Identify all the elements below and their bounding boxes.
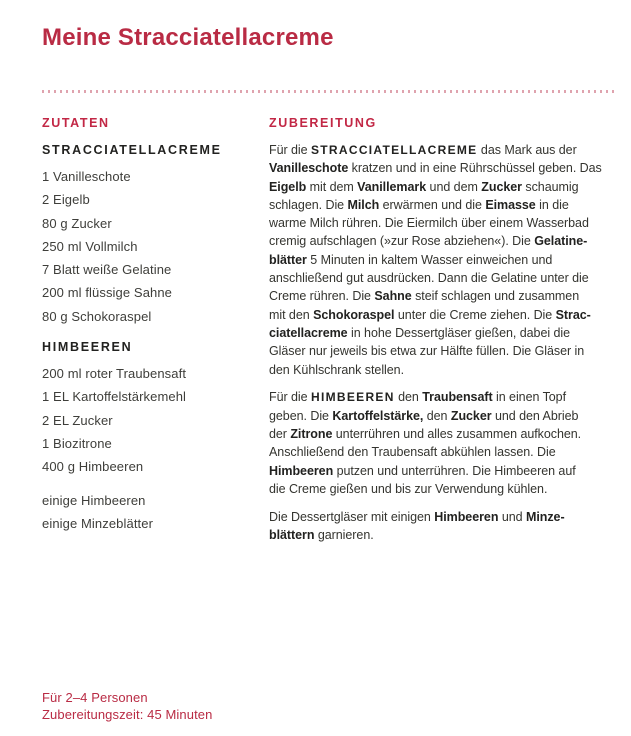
emphasized-text: Vanillemark — [357, 179, 427, 194]
ingredient-item: 80 g Zucker — [42, 215, 112, 231]
ingredient-item: 7 Blatt weiße Gelatine — [42, 262, 172, 278]
body-text: erwärmen und die — [379, 197, 486, 212]
body-text: Die Dessertgläser mit einigen — [269, 509, 435, 524]
preparation-line — [269, 324, 631, 342]
emphasized-text: Strac- — [555, 307, 591, 322]
body-text: unter die Creme ziehen. Die — [394, 307, 556, 322]
ingredient-item: 1 Biozitrone — [42, 435, 112, 451]
preparation-line — [269, 232, 631, 250]
body-text: den Kühlschrank stellen. — [269, 362, 404, 377]
emphasized-text: Eimasse — [485, 197, 536, 212]
preparation-line — [269, 361, 631, 379]
preparation-line — [269, 269, 631, 287]
body-text: warme Milch rühren. Die Eiermilch über einem Wasserbad — [269, 216, 589, 231]
preparation-heading: ZUBEREITUNG — [269, 116, 377, 130]
ingredient-item: 2 Eigelb — [42, 192, 90, 208]
body-text: kratzen und in eine Rührschüssel geben. Das — [348, 161, 602, 176]
body-text: Creme rühren. Die — [269, 289, 375, 304]
emphasized-text: STRACCIATELLACREME — [310, 143, 478, 157]
ingredient-item: 2 EL Zucker — [42, 412, 113, 428]
emphasized-text: Himbeeren — [434, 509, 499, 524]
preparation-column — [269, 116, 631, 544]
body-text: Für die — [269, 143, 311, 157]
ingredient-item: 1 EL Kartoffelstärkemehl — [42, 389, 187, 405]
preparation-line — [269, 141, 631, 159]
body-text: schlagen. Die — [269, 197, 348, 212]
body-text: steif schlagen und zusammen — [411, 289, 580, 304]
emphasized-text: ciatellacreme — [269, 325, 348, 340]
emphasized-text: Vanilleschote — [269, 161, 349, 176]
body-text: mit dem — [306, 179, 358, 194]
body-text: in einen Topf — [492, 390, 567, 405]
ingredient-item: 200 ml flüssige Sahne — [42, 285, 173, 301]
ingredient-item: 400 g Himbeeren — [42, 459, 144, 475]
page-title: Meine Stracciatellacreme — [42, 24, 334, 52]
preparation-line — [269, 178, 631, 196]
preparation-line — [269, 388, 631, 406]
preparation-line — [269, 508, 631, 526]
preparation-paragraphs — [269, 141, 631, 544]
emphasized-text: Zucker — [450, 408, 492, 423]
preparation-line — [269, 443, 631, 461]
body-text: mit den — [269, 307, 314, 322]
garnish-item: einige Himbeeren — [42, 492, 146, 508]
body-text: Anschließend den Traubensaft abkühlen lassen. Die — [269, 445, 556, 460]
body-text: und — [498, 509, 526, 524]
body-text: Gläser nur jeweils bis etwa zur Hälfte füllen. Die Gläser in — [269, 344, 585, 359]
emphasized-text: Traubensaft — [422, 390, 493, 405]
emphasized-text: Kartoffelstärke, — [332, 408, 424, 423]
preparation-line — [269, 287, 631, 305]
body-text: den — [394, 390, 423, 405]
ingredient-group-title: HIMBEEREN — [42, 340, 133, 355]
preparation-paragraph — [269, 141, 631, 379]
emphasized-text: Gelatine- — [534, 234, 588, 249]
body-text: unterrühren und alles zusammen aufkochen. — [332, 426, 582, 441]
body-text: geben. Die — [269, 408, 333, 423]
preparation-line — [269, 425, 631, 443]
preparation-paragraph — [269, 508, 631, 545]
body-text: in hohe Dessertgläser gießen, dabei die — [347, 325, 571, 340]
ingredients-column — [42, 116, 257, 535]
body-text: in die — [535, 197, 569, 212]
servings-text: Für 2–4 Personen — [42, 690, 148, 705]
ingredient-item: 200 ml roter Traubensaft — [42, 366, 187, 382]
emphasized-text: blätter — [269, 252, 307, 267]
body-text: Für die — [269, 390, 311, 405]
body-text: putzen und unterrühren. Die Himbeeren auf — [333, 463, 576, 478]
preparation-paragraph — [269, 388, 631, 498]
ingredient-groups — [42, 142, 257, 479]
body-text: die Creme gießen und bis zur Verwendung kühlen. — [269, 481, 548, 496]
preparation-line — [269, 196, 631, 214]
preparation-line — [269, 306, 631, 324]
body-text: das Mark aus der — [477, 143, 577, 157]
emphasized-text: Zitrone — [290, 426, 333, 441]
preparation-line — [269, 214, 631, 232]
emphasized-text: blättern — [269, 527, 315, 542]
preparation-line — [269, 480, 631, 498]
dotted-divider — [42, 90, 618, 93]
preparation-line — [269, 159, 631, 177]
recipe-meta — [42, 690, 212, 723]
preparation-line — [269, 462, 631, 480]
garnish-list — [42, 489, 257, 536]
body-text: garnieren. — [314, 527, 374, 542]
emphasized-text: HIMBEEREN — [310, 390, 395, 405]
preparation-line — [269, 526, 631, 544]
body-text: 5 Minuten in kaltem Wasser einweichen und — [306, 252, 553, 267]
emphasized-text: Eigelb — [269, 179, 307, 194]
emphasized-text: Sahne — [374, 289, 412, 304]
emphasized-text: Minze- — [525, 509, 565, 524]
body-text: der — [269, 426, 291, 441]
ingredients-heading: ZUTATEN — [42, 116, 110, 130]
emphasized-text: Schokoraspel — [313, 307, 395, 322]
emphasized-text: Milch — [347, 197, 380, 212]
body-text: cremig aufschlagen (»zur Rose abziehen«). Die — [269, 234, 535, 249]
ingredient-group-title: STRACCIATELLACREME — [42, 143, 222, 157]
prep-time-text: Zubereitungszeit: 45 Minuten — [42, 706, 213, 722]
body-text: schaumig — [521, 179, 579, 194]
ingredient-item: 250 ml Vollmilch — [42, 238, 138, 254]
body-text: und dem — [426, 179, 482, 194]
ingredient-item: 80 g Schokoraspel — [42, 308, 152, 324]
garnish-item: einige Minzeblätter — [42, 515, 154, 531]
emphasized-text: Himbeeren — [269, 463, 334, 478]
preparation-line — [269, 251, 631, 269]
body-text: den — [423, 408, 451, 423]
emphasized-text: Zucker — [481, 179, 522, 194]
ingredient-item: 1 Vanilleschote — [42, 169, 131, 184]
preparation-line — [269, 407, 631, 425]
body-text: anschließend gut ausdrücken. Dann die Gelatine unter die — [269, 271, 589, 286]
preparation-line — [269, 342, 631, 360]
body-text: und den Abrieb — [491, 408, 579, 423]
